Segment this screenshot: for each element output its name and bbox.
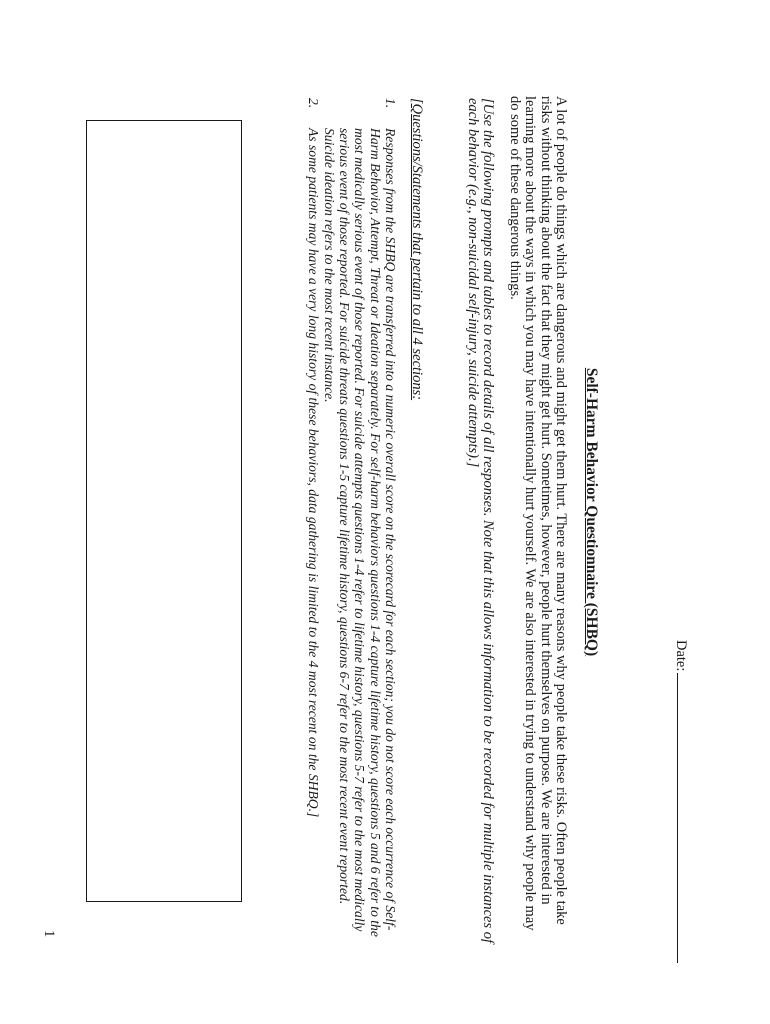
instructions-paragraph: [Use the following prompts and tables to record details of all responses. Note that this allows information to be recorded for multiple instances of each behavior (e.g., non-suicidal self-injury, suicide attempts).] — [464, 98, 496, 944]
list-item-text: As some patients may have a very long history of these behaviors, data gathering is limited to the 4 most recent on the SHBQ.] — [305, 128, 321, 818]
notes-list — [305, 98, 398, 938]
date-blank-line[interactable] — [677, 673, 692, 963]
list-item — [305, 98, 320, 938]
page-number: 1 — [41, 930, 57, 938]
date-field — [672, 640, 692, 963]
intro-paragraph: A lot of people do things which are dangerous and might get them hurt. There are many reasons why people take these risks. Often people take risks without thinking about the fact that they might get hurt. Sometimes, however, people hurt themselves on purpose. We are interested in learning more about the ways in which you may have intentionally hurt yourself. We are also interested in trying to understand why people may do some of these dangerous things. — [507, 96, 569, 931]
list-item-number: 1. — [383, 98, 398, 109]
section-heading: [Questions/Statements that pertain to all 4 sections: — [409, 98, 425, 401]
list-item-number: 2. — [305, 98, 321, 109]
list-item — [322, 98, 398, 938]
document-title: Self-Harm Behavior Questionnaire (SHBQ) — [583, 367, 600, 657]
response-box[interactable] — [86, 120, 242, 902]
date-label: Date: — [673, 640, 689, 672]
list-item-text: Responses from the SHBQ are transferred into a numeric overall score on the scorecard for each section; you do not score each occurrence of Self-Harm Behavior, Attempt, Threat or Ideation separately. For self-harm behaviors questions 1-4 capture lifetime history, questions 5 and 6 refer to the most medically serious event of those reported. For suicide attempts questions 1-4 refer to lifetime history, questions 5-7 refer to the most medically serious event of those reported. For suicide threats questions 1-5 capture lifetime history, questions 6-7 refer to the most recent event reported. Suicide ideation refers to the most recent instance. — [321, 128, 398, 937]
